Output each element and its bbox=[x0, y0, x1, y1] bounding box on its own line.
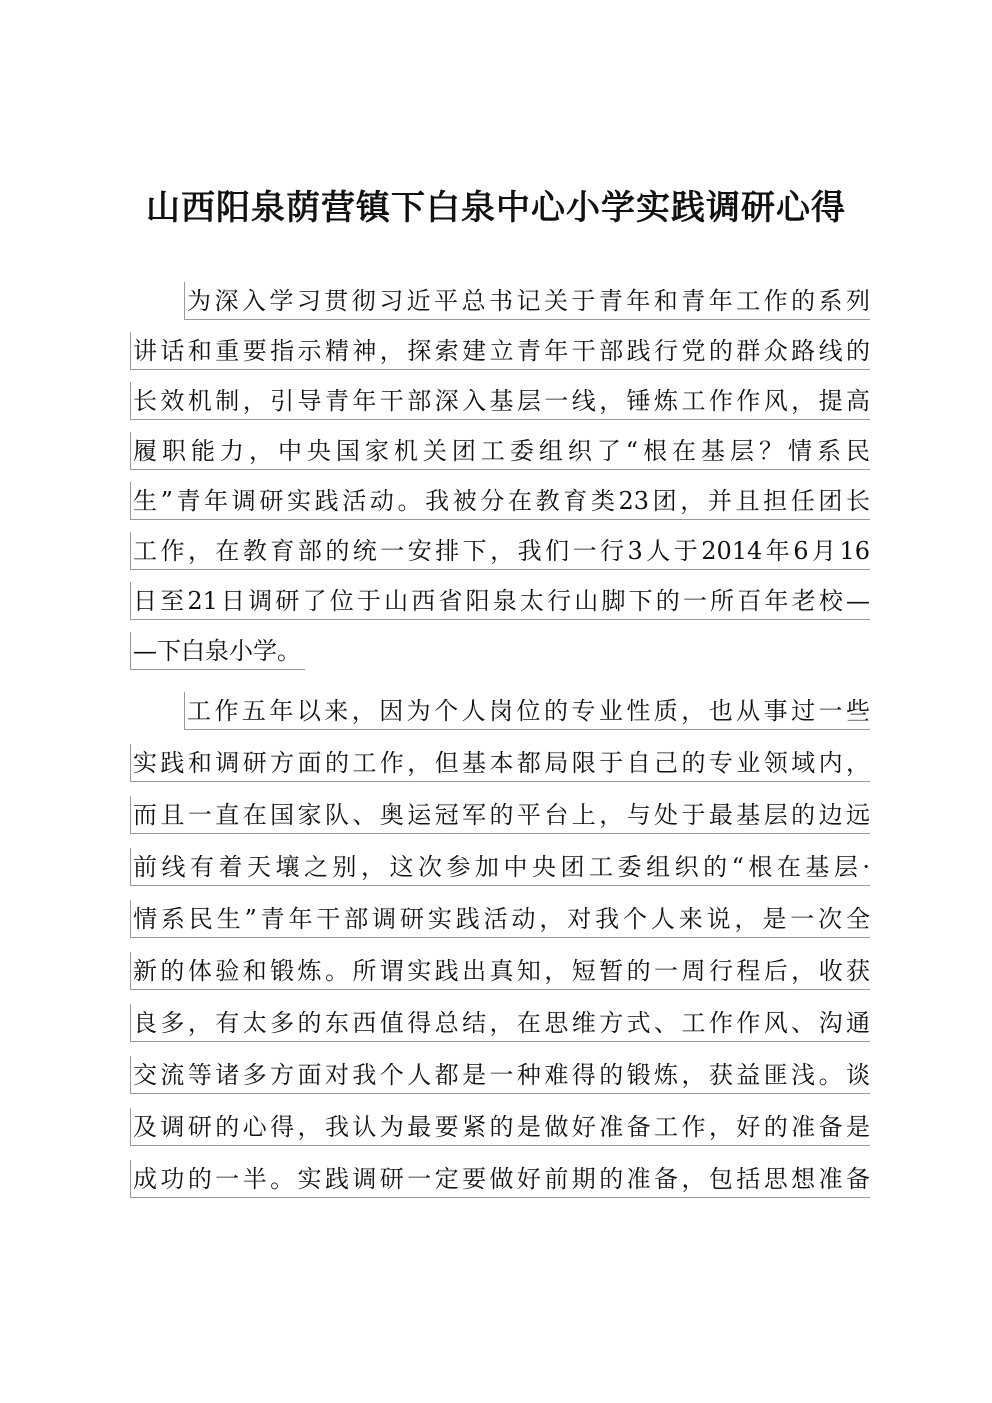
text-line: 履职能力，中央国家机关团工委组织了“根在基层？情系民 bbox=[130, 432, 870, 470]
text-line: 工作，在教育部的统一安排下，我们一行3人于2014年6月16 bbox=[130, 532, 870, 570]
text-line: 长效机制，引导青年干部深入基层一线，锤炼工作作风，提高 bbox=[130, 382, 870, 420]
text-line: 工作五年以来，因为个人岗位的专业性质，也从事过一些 bbox=[184, 692, 870, 730]
text-line: —下白泉小学。 bbox=[130, 632, 305, 670]
text-line: 情系民生”青年干部调研实践活动，对我个人来说，是一次全 bbox=[130, 900, 870, 938]
text-line: 讲话和重要指示精神，探索建立青年干部践行党的群众路线的 bbox=[130, 332, 870, 370]
text-line: 生”青年调研实践活动。我被分在教育类23团，并且担任团长 bbox=[130, 482, 870, 520]
text-line: 交流等诸多方面对我个人都是一种难得的锻炼，获益匪浅。谈 bbox=[130, 1056, 870, 1094]
text-line: 良多，有太多的东西值得总结，在思维方式、工作作风、沟通 bbox=[130, 1004, 870, 1042]
text-line: 实践和调研方面的工作，但基本都局限于自己的专业领域内， bbox=[130, 744, 870, 782]
text-line: 成功的一半。实践调研一定要做好前期的准备，包括思想准备 bbox=[130, 1160, 870, 1198]
text-line: 为深入学习贯彻习近平总书记关于青年和青年工作的系列 bbox=[184, 282, 870, 320]
text-line: 及调研的心得，我认为最要紧的是做好准备工作，好的准备是 bbox=[130, 1108, 870, 1146]
text-line: 前线有着天壤之别，这次参加中央团工委组织的“根在基层· bbox=[130, 848, 870, 886]
text-line: 新的体验和锻炼。所谓实践出真知，短暂的一周行程后，收获 bbox=[130, 952, 870, 990]
text-line: 日至21日调研了位于山西省阳泉太行山脚下的一所百年老校— bbox=[130, 582, 870, 620]
document-title: 山西阳泉荫营镇下白泉中心小学实践调研心得 bbox=[146, 188, 846, 228]
text-line: 而且一直在国家队、奥运冠军的平台上，与处于最基层的边远 bbox=[130, 796, 870, 834]
